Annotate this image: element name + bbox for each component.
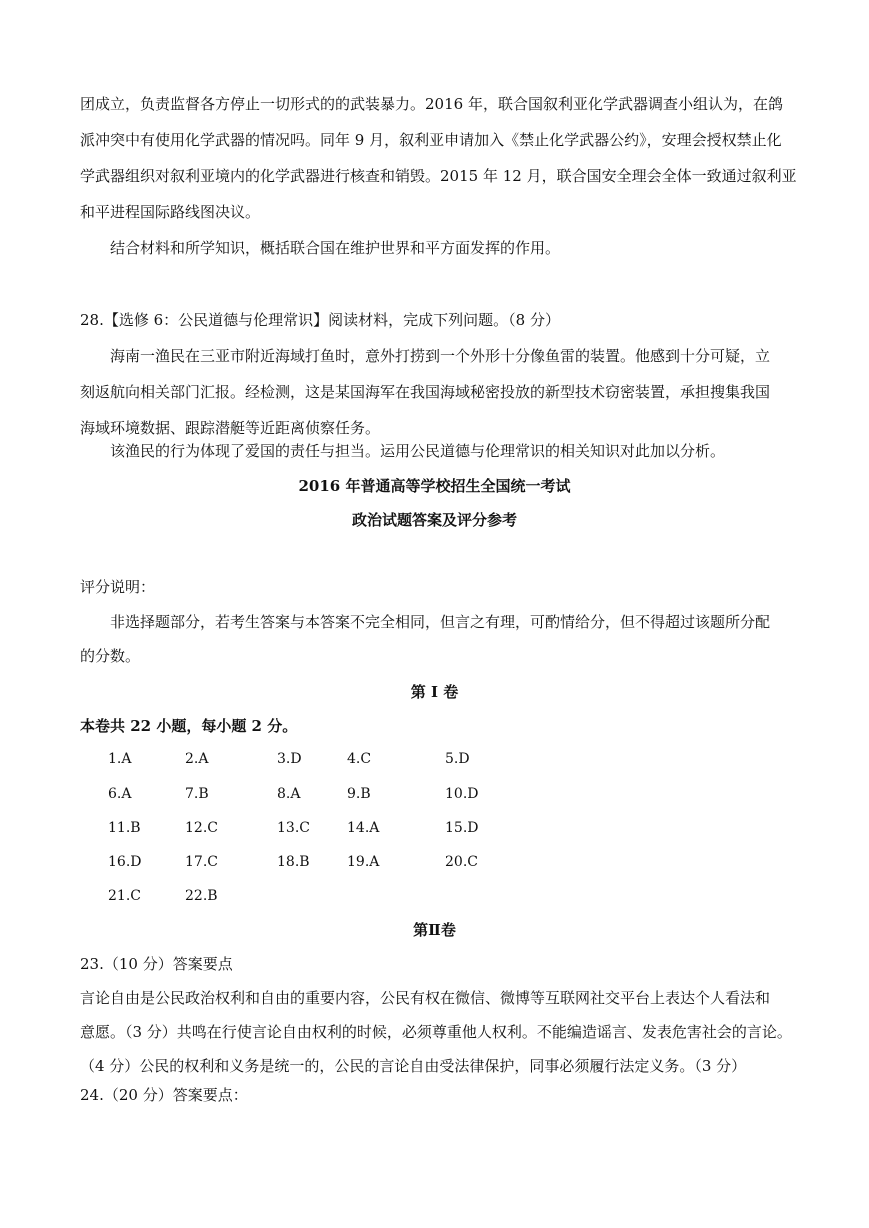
answer-item: 7.B [185,786,209,802]
answer-item: 16.D [108,854,142,870]
q27-text-line-1: 团成立，负责监督各方停止一切形式的的武装暴力。2016 年，联合国叙利亚化学武器调查小组认为，在鸽 [80,95,783,113]
q28-text-line-1: 海南一渔民在三亚市附近海域打鱼时，意外打捞到一个外形十分像鱼雷的装置。他感到十分可疑，立 [110,347,771,365]
q27-text-line-2: 派冲突中有使用化学武器的情况吗。同年 9 月，叙利亚申请加入《禁止化学武器公约》，安理会授权禁止化 [80,131,782,149]
q27-task: 结合材料和所学知识，概括联合国在维护世界和平方面发挥的作用。 [110,239,561,257]
answer-item: 18.B [277,854,310,870]
answer-item: 3.D [277,751,302,767]
answer-item: 6.A [108,786,132,802]
part2-title: 第Ⅱ卷 [413,921,456,939]
q28-task: 该渔民的行为体现了爱国的责任与担当。运用公民道德与伦理常识的相关知识对此加以分析。 [110,442,726,460]
part1-title: 第 I 卷 [410,683,459,701]
answer-item: 5.D [445,751,470,767]
q24-heading: 24.（20 分）答案要点： [80,1086,248,1104]
answer-item: 19.A [347,854,380,870]
answer-item: 9.B [347,786,371,802]
scoring-text-line-2: 的分数。 [80,647,141,665]
answer-item: 21.C [108,888,141,904]
answer-item: 12.C [185,820,218,836]
answer-item: 15.D [445,820,479,836]
answer-item: 2.A [185,751,209,767]
answer-item: 4.C [347,751,372,767]
answer-item: 22.B [185,888,218,904]
q23-text-line-2: 意愿。（3 分）共鸣在行使言论自由权利的时候，必须尊重他人权利。不能编造谣言、发表危害社会的言论。 [80,1023,792,1041]
q23-text-line-3: （4 分）公民的权利和义务是统一的，公民的言论自由受法律保护，同事必须履行法定义务。（3 分） [80,1057,747,1075]
answer-item: 1.A [108,751,132,767]
exam-title: 2016 年普通高等学校招生全国统一考试 [298,477,571,495]
q23-text-line-1: 言论自由是公民政治权利和自由的重要内容，公民有权在微信、微博等互联网社交平台上表达个人看法和 [80,989,771,1007]
answer-item: 10.D [445,786,479,802]
answer-item: 11.B [108,820,141,836]
q27-text-line-3: 学武器组织对叙利亚境内的化学武器进行核查和销毁。2015 年 12 月，联合国安全理会全体一致通过叙利亚 [80,167,797,185]
answer-item: 20.C [445,854,478,870]
answer-item: 14.A [347,820,380,836]
answer-item: 13.C [277,820,310,836]
q23-heading: 23.（10 分）答案要点 [80,955,233,973]
answer-item: 8.A [277,786,301,802]
answer-key-title: 政治试题答案及评分参考 [351,511,517,529]
part1-note: 本卷共 22 小题，每小题 2 分。 [80,717,298,735]
scoring-label: 评分说明： [80,578,156,596]
q28-text-line-3: 海域环境数据、跟踪潜艇等近距离侦察任务。 [80,419,381,437]
q28-text-line-2: 刻返航向相关部门汇报。经检测，这是某国海军在我国海域秘密投放的新型技术窃密装置，承担搜集我国 [80,383,771,401]
answer-item: 17.C [185,854,218,870]
scoring-text-line-1: 非选择题部分，若考生答案与本答案不完全相同，但言之有理，可酌情给分，但不得超过该题所分配 [110,613,771,631]
q28-heading: 28.【选修 6：公民道德与伦理常识】阅读材料，完成下列问题。（8 分） [80,311,560,329]
q27-text-line-4: 和平进程国际路线图决议。 [80,203,261,221]
